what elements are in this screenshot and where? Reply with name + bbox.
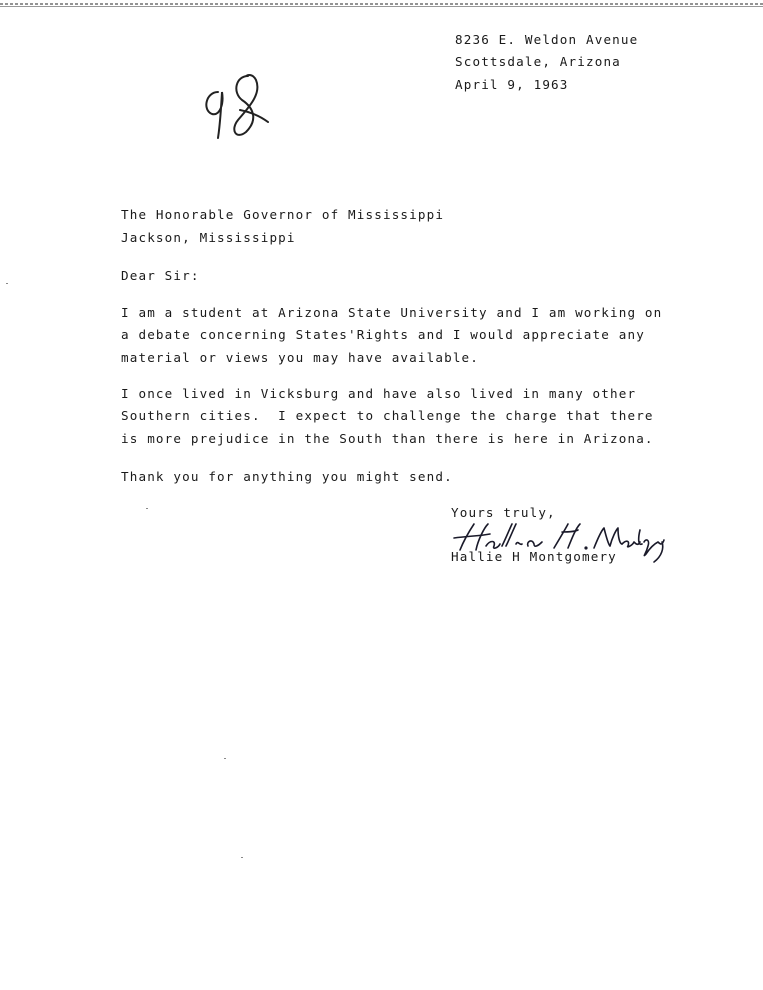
closing: Yours truly, xyxy=(451,505,556,520)
paragraph-1-line-2: a debate concerning States'Rights and I would appreciate any xyxy=(121,327,645,342)
sender-city: Scottsdale, Arizona xyxy=(455,54,621,69)
scan-speck xyxy=(146,508,148,509)
paragraph-2-line-1: I once lived in Vicksburg and have also lived in many other xyxy=(121,386,637,401)
typed-name: Hallie H Montgomery xyxy=(451,549,617,564)
handwritten-margin-note xyxy=(196,70,276,145)
paragraph-1-line-1: I am a student at Arizona State University and I am working on xyxy=(121,305,663,320)
torn-top-edge xyxy=(0,0,763,10)
paragraph-2-line-3: is more prejudice in the South than there is here in Arizona. xyxy=(121,431,654,446)
salutation: Dear Sir: xyxy=(121,268,200,283)
paragraph-1-line-3: material or views you may have available. xyxy=(121,350,480,365)
recipient-title: The Honorable Governor of Mississippi xyxy=(121,207,445,222)
scan-speck xyxy=(224,758,226,759)
paragraph-2-line-2: Southern cities. I expect to challenge the charge that there xyxy=(121,408,654,423)
letter-date: April 9, 1963 xyxy=(455,77,569,92)
sender-street: 8236 E. Weldon Avenue xyxy=(455,32,639,47)
scan-speck xyxy=(241,857,243,858)
recipient-location: Jackson, Mississippi xyxy=(121,230,296,245)
paragraph-3-line-1: Thank you for anything you might send. xyxy=(121,469,453,484)
scan-speck xyxy=(6,283,8,284)
